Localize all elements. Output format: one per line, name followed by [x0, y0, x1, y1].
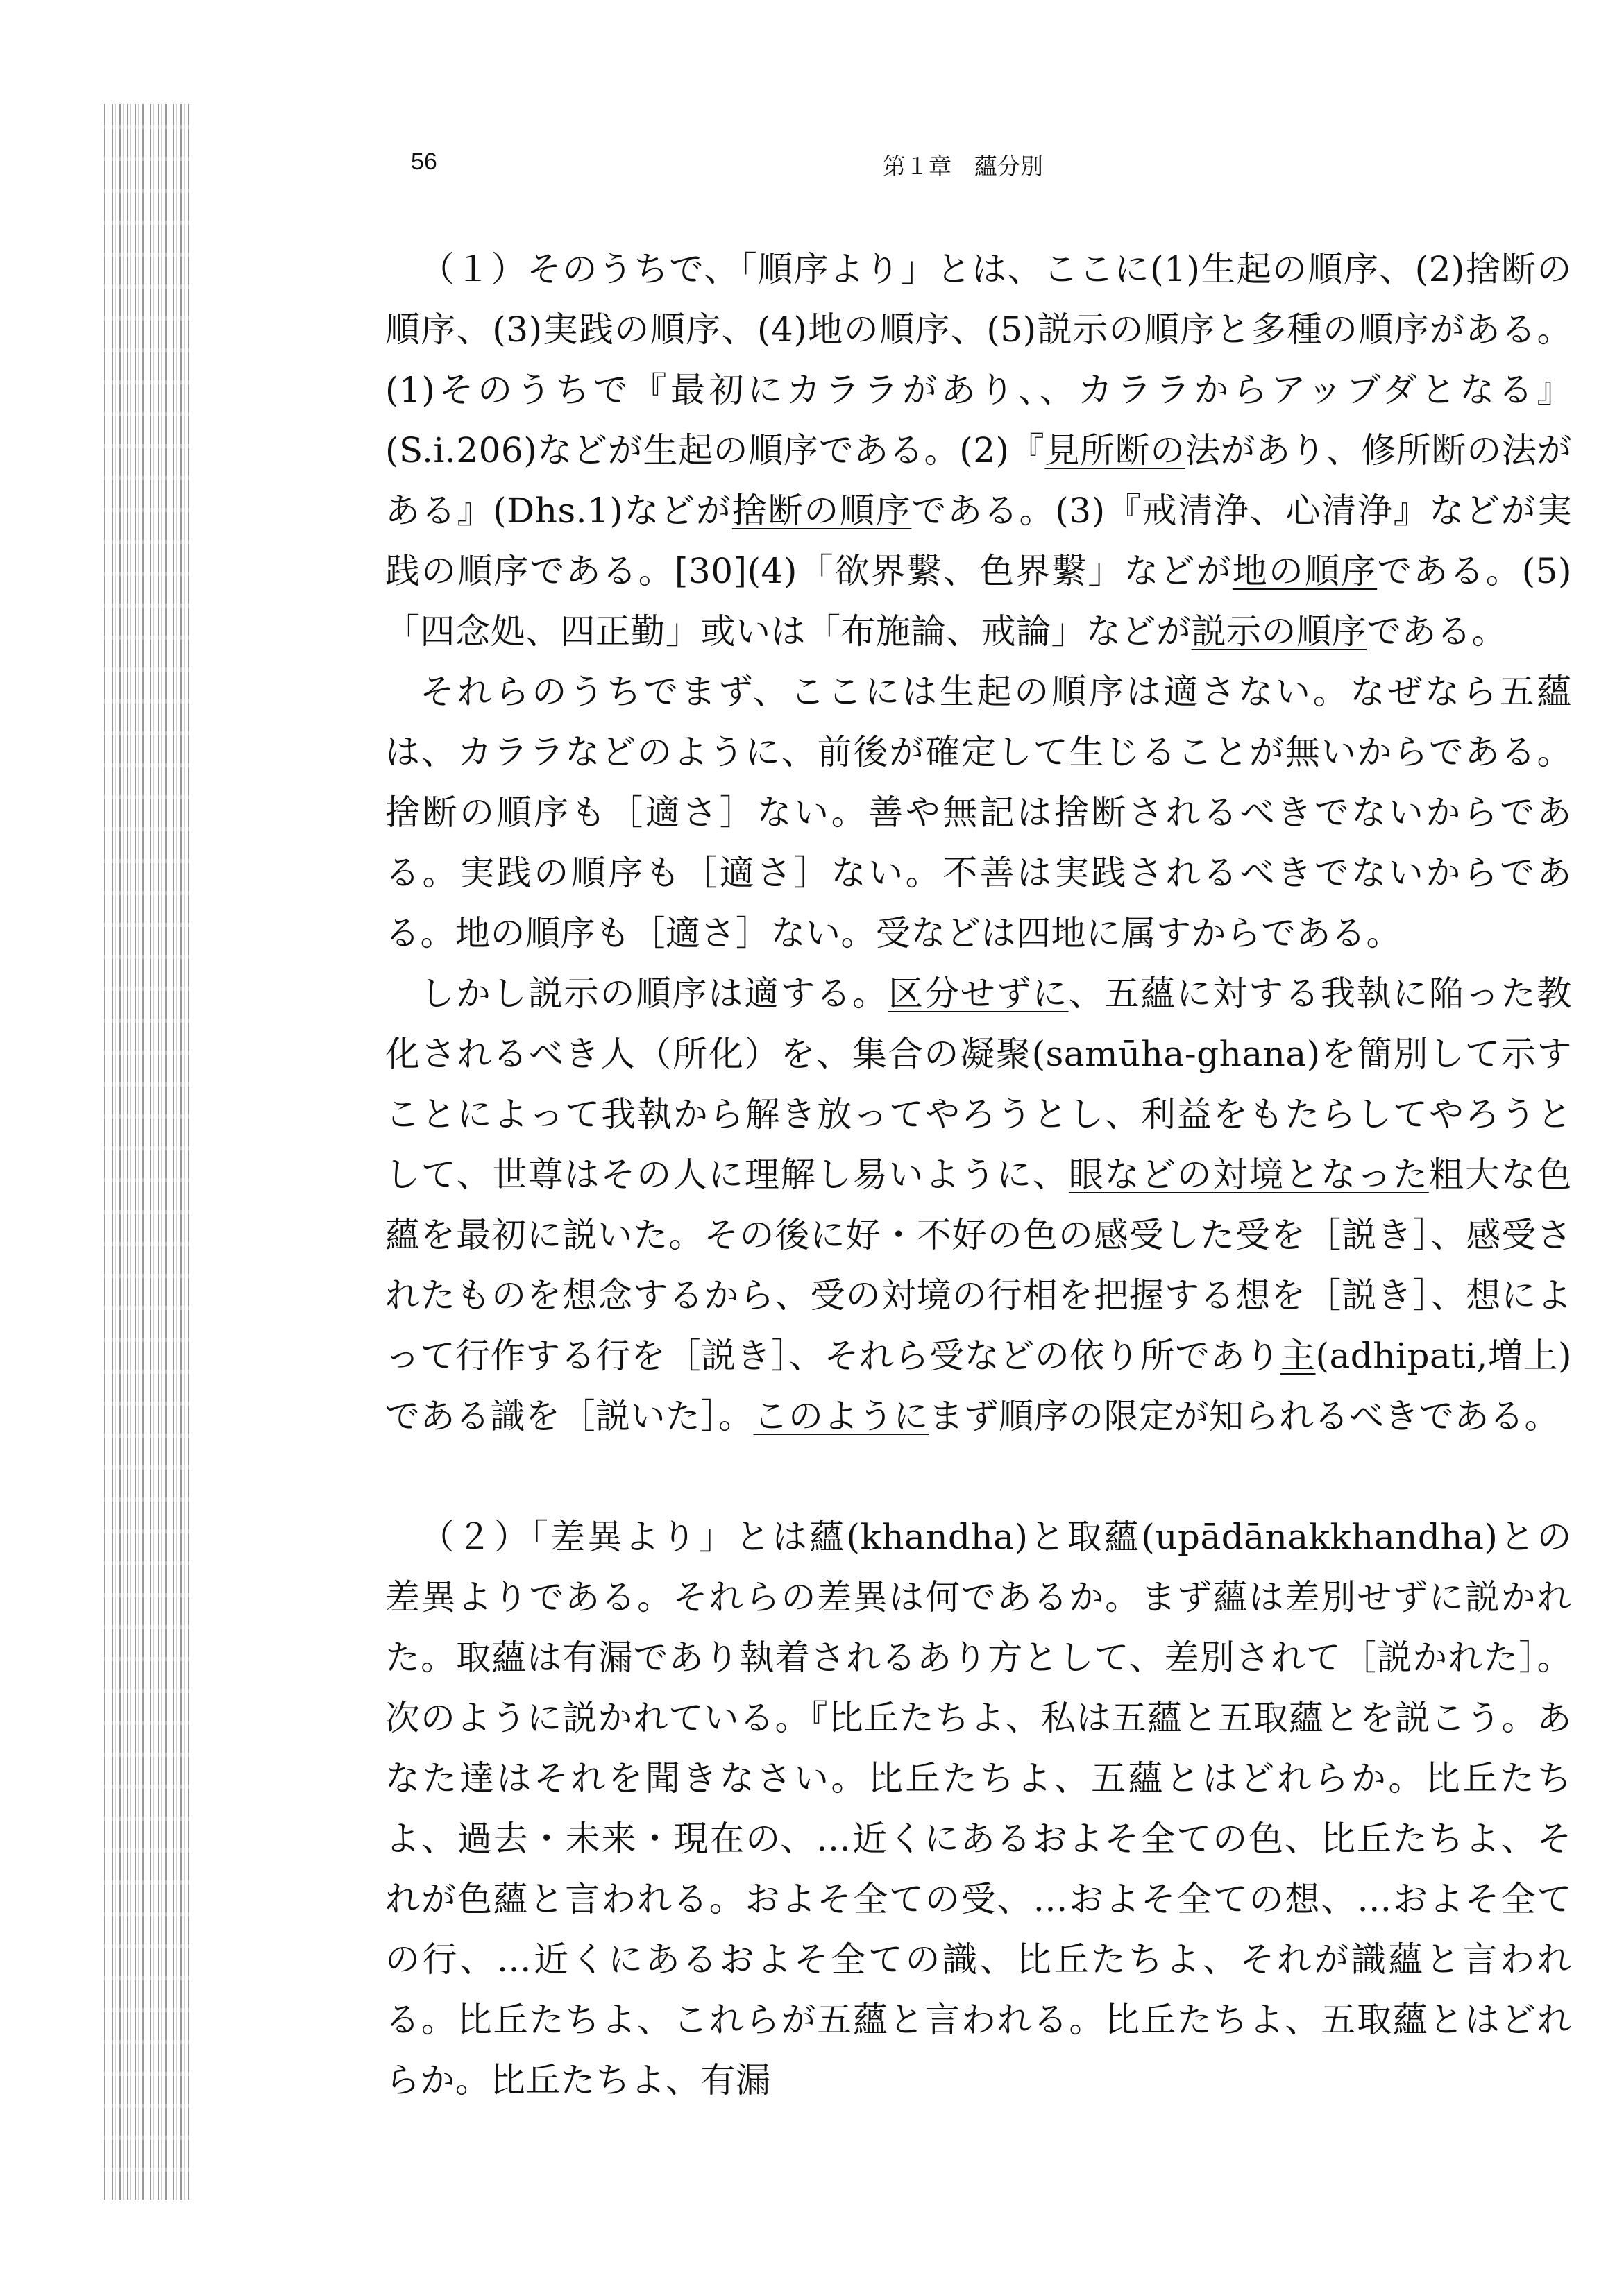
text-segment: （２）「差異より」とは蘊(khandha)と取蘊(upādānakkhandha)との差異よりである。それらの差異は何であるか。まず蘊は差別せずに説かれた。取蘊は有漏であり執着されるあり方として、差別されて［説かれた］。次のように説かれている。『比丘たちよ、私は五蘊と五取蘊とを説こう。あなた達はそれを聞きなさい。比丘たちよ、五蘊とはどれらか。比丘たちよ、過去・未来・現在の、…近くにあるおよそ全ての色、比丘たちよ、それが色蘊と言われる。およそ全ての受、…およそ全ての想、…およそ全ての行、…近くにあるおよそ全ての識、比丘たちよ、それが識蘊と言われる。比丘たちよ、これらが五蘊と言われる。比丘たちよ、五取蘊とはどれらか。比丘たちよ、有漏 — [385, 1517, 1572, 2100]
page-number: 56 — [411, 148, 437, 175]
text-segment: 法があり、修所断の法がある』(Dhs.1)などが — [385, 430, 1573, 531]
underlined-segment: このように — [753, 1396, 929, 1436]
section-spacer — [385, 1447, 1572, 1507]
paragraph-order-intro — [385, 239, 1572, 662]
text-segment: である。(3)『戒清浄、心清浄』などが実践の順序である。[30](4)「欲界繫、色界繫」などが — [385, 491, 1573, 591]
text-segment: である。 — [1367, 611, 1507, 652]
paragraph-difference — [385, 1507, 1572, 2111]
running-head: 第１章 蘊分別 — [883, 153, 1043, 180]
underlined-segment: 主 — [1280, 1336, 1316, 1376]
text-segment: である。(5)「四念処、四正勤」或いは「布施論、戒論」などが — [385, 551, 1573, 652]
text-segment: それらのうちでまず、ここには生起の順序は適さない。なぜなら五蘊は、カララなどのように、前後が確定して生じることが無いからである。捨断の順序も［適さ］ない。善や無記は捨断されるべきでないからである。実践の順序も［適さ］ない。不善は実践されるべきでないからである。地の順序も［適さ］ない。受などは四地に属すからである。 — [385, 672, 1572, 953]
underlined-segment: 見所断の — [1044, 430, 1185, 470]
body-text — [385, 239, 1572, 2111]
text-segment: しかし説示の順序は適する。 — [420, 973, 888, 1014]
text-segment: （１）そのうちで、「順序より」とは、ここに(1)生起の順序、(2)捨断の順序、(3)実践の順序、(4)地の順序、(5)説示の順序と多種の順序がある。(1)そのうちで『最初にカララがあり、、カララからアッブダとなる』(S.i.206)などが生起の順序である。(2)『 — [385, 249, 1572, 470]
book-binding-scan-edge — [104, 104, 194, 2200]
text-segment: (adhipati,増上)である識を［説いた］。 — [385, 1336, 1573, 1436]
text-segment: 粗大な色蘊を最初に説いた。その後に好・不好の色の感受した受を［説き］、感受されたものを想念するから、受の対境の行相を把握する想を［説き］、想によって行作する行を［説き］、それら受などの依り所であり — [385, 1155, 1572, 1376]
text-segment: 、五蘊に対する我執に陥った教化されるべき人（所化）を、集合の凝聚(samūha-ghana)を簡別して示すことによって我執から解き放ってやろうとし、利益をもたらしてやろうとして、世尊はその人に理解し易いように、 — [385, 973, 1573, 1195]
text-segment: まず順序の限定が知られるべきである。 — [929, 1396, 1559, 1436]
paragraph-order-teaching — [385, 964, 1572, 1447]
underlined-segment: 説示の順序 — [1191, 611, 1367, 652]
underlined-segment: 捨断の順序 — [731, 491, 912, 531]
underlined-segment: 区分せずに — [888, 973, 1069, 1014]
underlined-segment: 地の順序 — [1232, 551, 1378, 591]
paragraph-order-not-suitable — [385, 662, 1572, 964]
underlined-segment: 眼などの対境となった — [1068, 1155, 1429, 1195]
